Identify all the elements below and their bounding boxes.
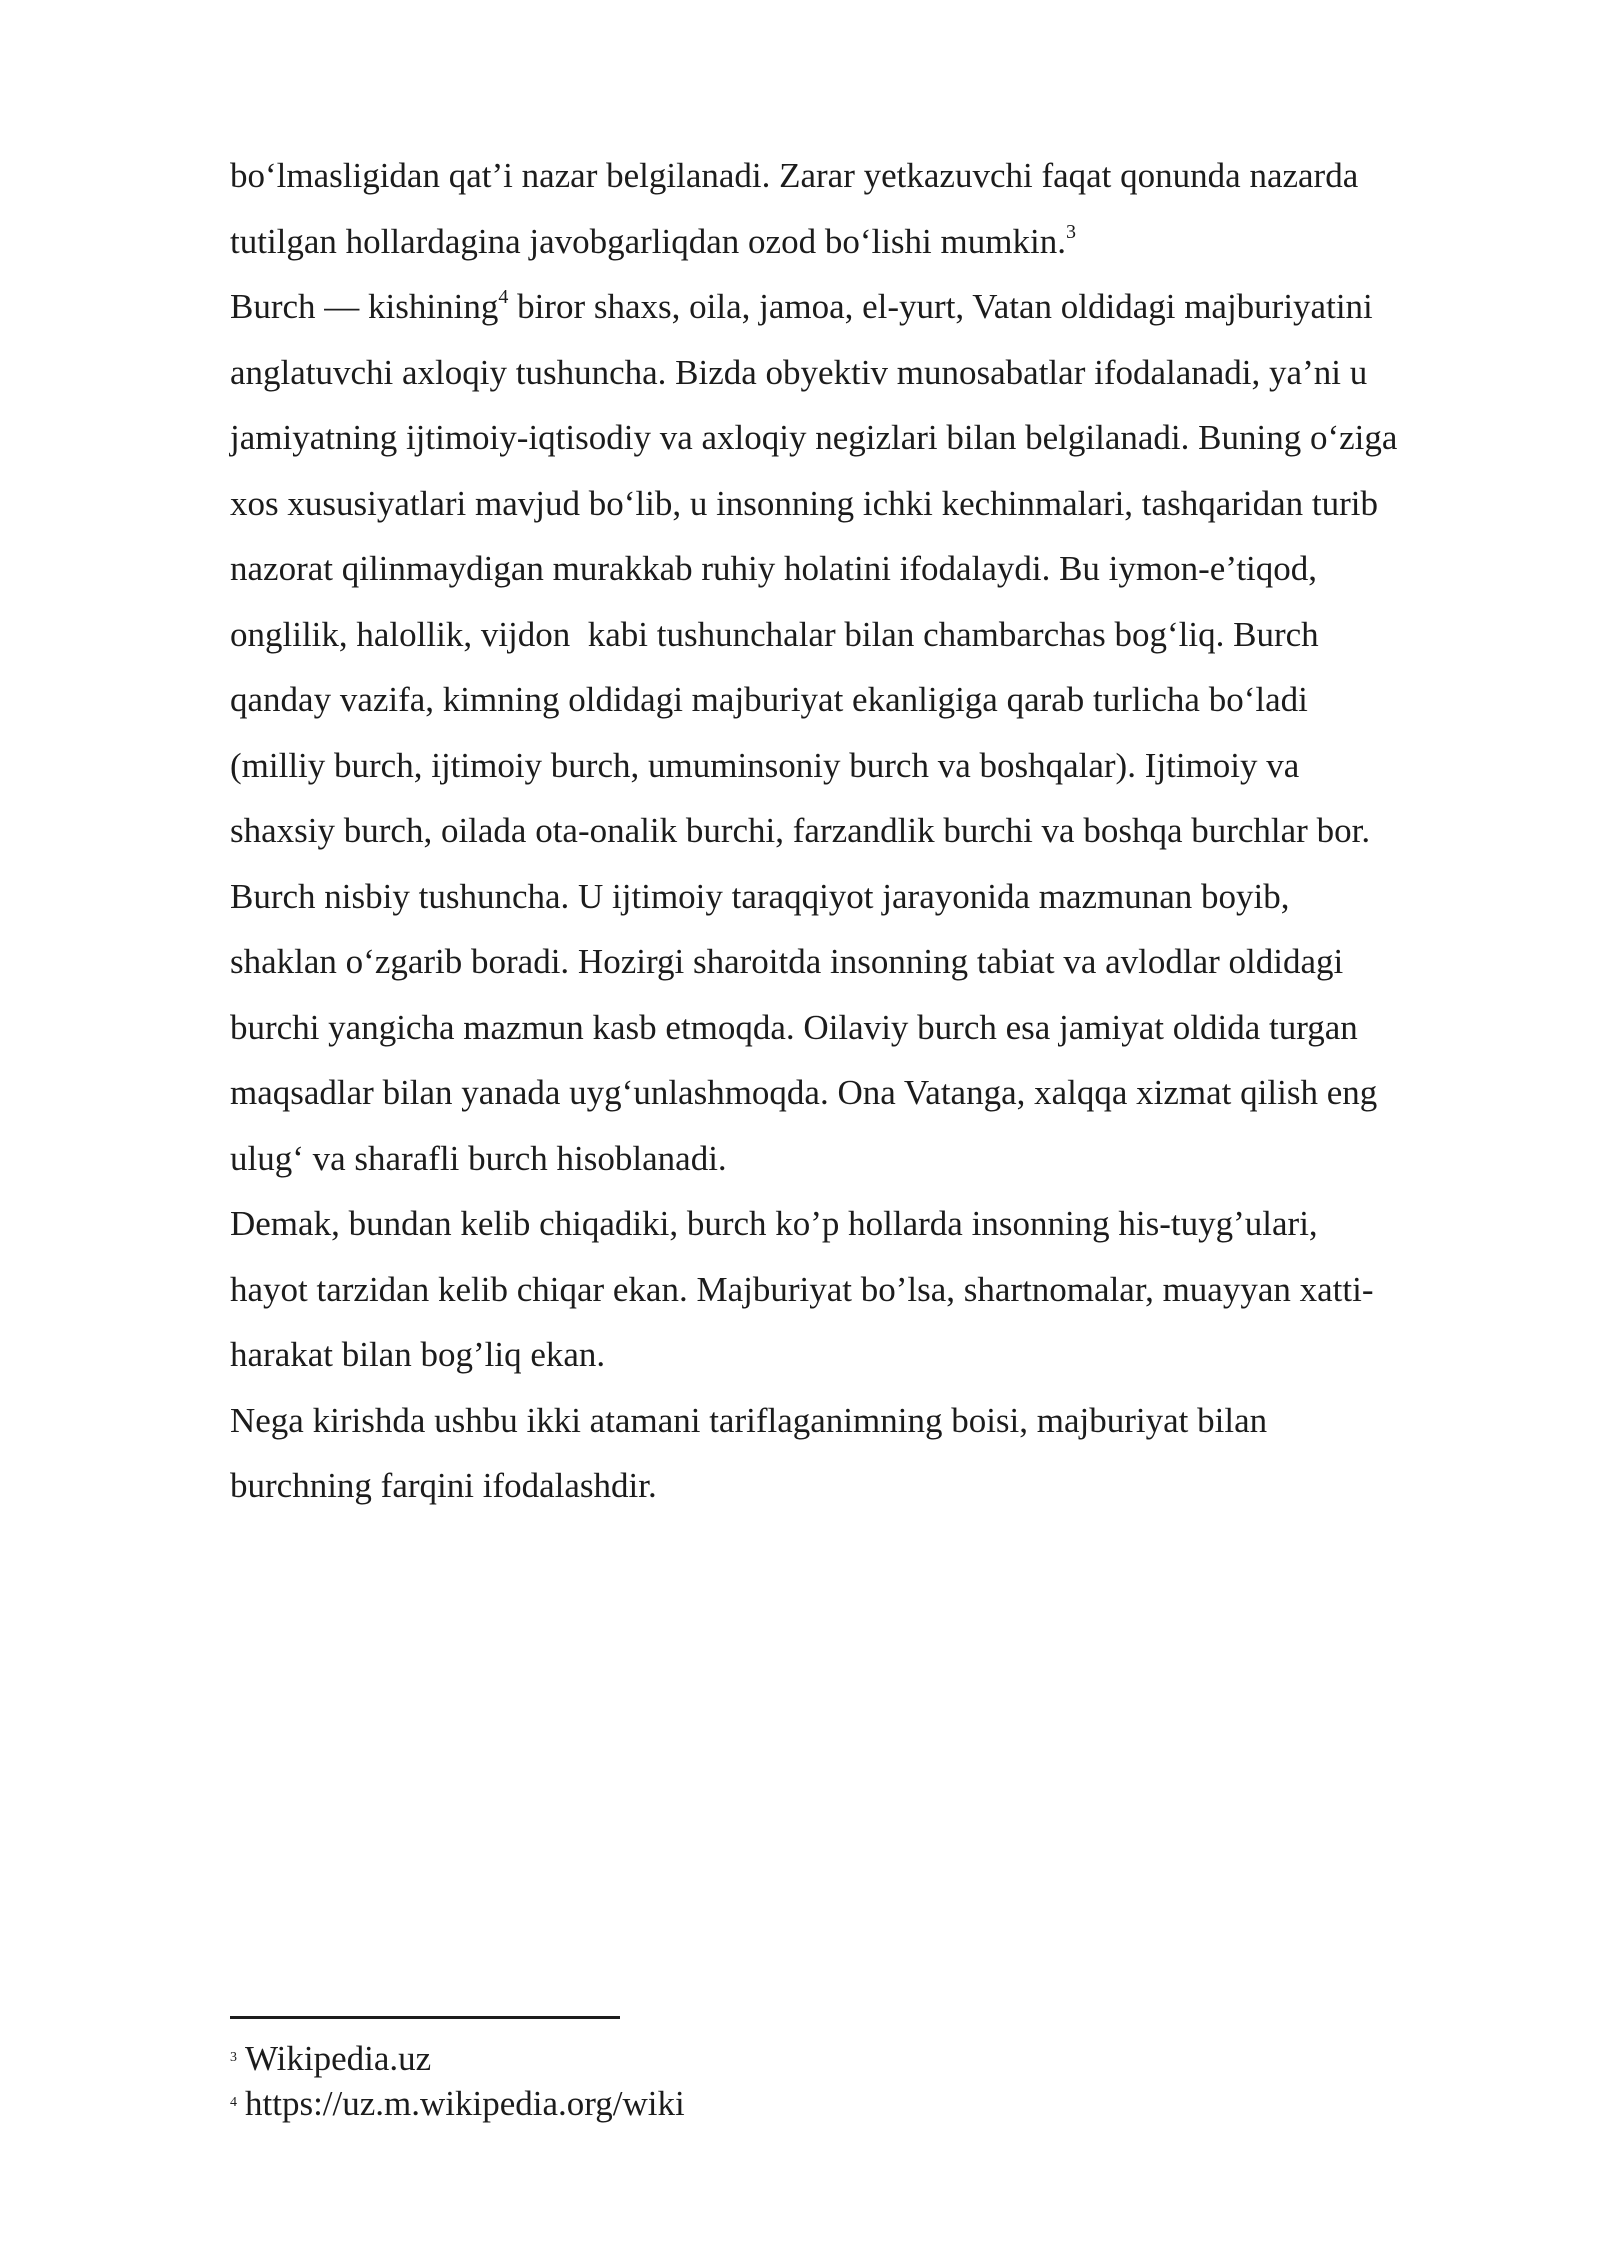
text-line: xos xususiyatlari mavjud bo‘lib, u insonning ichki kechinmalari, tashqaridan turib [230, 483, 1378, 523]
text-line: Nega kirishda ushbu ikki atamani tariflaganimning boisi, majburiyat bilan [230, 1400, 1268, 1440]
text-span: biror shaxs, oila, jamoa, el-yurt, Vatan oldidagi majburiyatini [508, 287, 1373, 326]
text-line: harakat bilan bog’liq ekan. [230, 1335, 606, 1374]
text-line: maqsadlar bilan yanada uyg‘unlashmoqda. Ona Vatanga, xalqqa xizmat qilish eng [230, 1073, 1378, 1112]
text-line [230, 274, 1510, 340]
text-line: shaklan o‘zgarib boradi. Hozirgi sharoitda insonning tabiat va avlodlar oldidagi [230, 942, 1344, 981]
footnote-reference-4[interactable]: 4 [498, 286, 509, 308]
text-line: onglilik, halollik, vijdon kabi tushunchalar bilan chambarchas bog‘liq. Burch [230, 614, 1319, 654]
text-line: burchning farqini ifodalashdir. [230, 1466, 657, 1505]
text-line: (milliy burch, ijtimoiy burch, umuminsoniy burch va boshqalar). Ijtimoiy va [230, 745, 1300, 785]
text-line: Demak, bundan kelib chiqadiki, burch ko’p hollarda insonning his-tuyg’ulari, [230, 1204, 1318, 1243]
footnote-mark: 3 [230, 2050, 237, 2065]
text-line: hayot tarzidan kelib chiqar ekan. Majburiyat bo’lsa, shartnomalar, muayyan xatti- [230, 1269, 1374, 1309]
text-span: tutilgan hollardagina javobgarliqdan ozod bo‘lishi mumkin. [230, 221, 1066, 261]
footnote-4 [230, 2081, 685, 2126]
text-line: Burch nisbiy tushuncha. U ijtimoiy taraqqiyot jarayonida mazmunan boyib, [230, 876, 1290, 916]
paragraph-1 [230, 143, 1510, 274]
paragraph-3 [230, 1191, 1510, 1388]
text-line: qanday vazifa, kimning oldidagi majburiyat ekanligiga qarab turlicha bo‘ladi [230, 680, 1308, 719]
text-line [230, 209, 1510, 275]
text-line: shaxsiy burch, oilada ota-onalik burchi, farzandlik burchi va boshqa burchlar bor. [230, 811, 1371, 850]
text-line: anglatuvchi axloqiy tushuncha. Bizda obyektiv munosabatlar ifodalanadi, ya’ni u [230, 352, 1368, 392]
paragraph-2 [230, 274, 1510, 1191]
text-line: nazorat qilinmaydigan murakkab ruhiy holatini ifodalaydi. Bu iymon-e’tiqod, [230, 549, 1318, 588]
footnotes [230, 2036, 685, 2126]
text-line: burchi yangicha mazmun kasb etmoqda. Oilaviy burch esa jamiyat oldida turgan [230, 1007, 1358, 1047]
footnote-text: Wikipedia.uz [245, 2039, 432, 2078]
footnote-link[interactable]: https://uz.m.wikipedia.org/wiki [245, 2084, 685, 2123]
text-line: jamiyatning ijtimoiy-iqtisodiy va axloqiy negizlari bilan belgilanadi. Buning o‘ziga [230, 418, 1398, 457]
footnote-mark: 4 [230, 2095, 237, 2110]
footnote-reference-3[interactable]: 3 [1065, 220, 1076, 243]
body-text [230, 143, 1510, 1519]
footnote-separator [230, 2016, 620, 2019]
footnote-3 [230, 2036, 685, 2081]
text-line: ulug‘ va sharafli burch hisoblanadi. [230, 1138, 727, 1178]
paragraph-4 [230, 1388, 1510, 1519]
text-span: Burch — kishining [230, 287, 499, 326]
text-line: bo‘lmasligidan qat’i nazar belgilanadi. Zarar yetkazuvchi faqat qonunda nazarda [230, 156, 1359, 195]
